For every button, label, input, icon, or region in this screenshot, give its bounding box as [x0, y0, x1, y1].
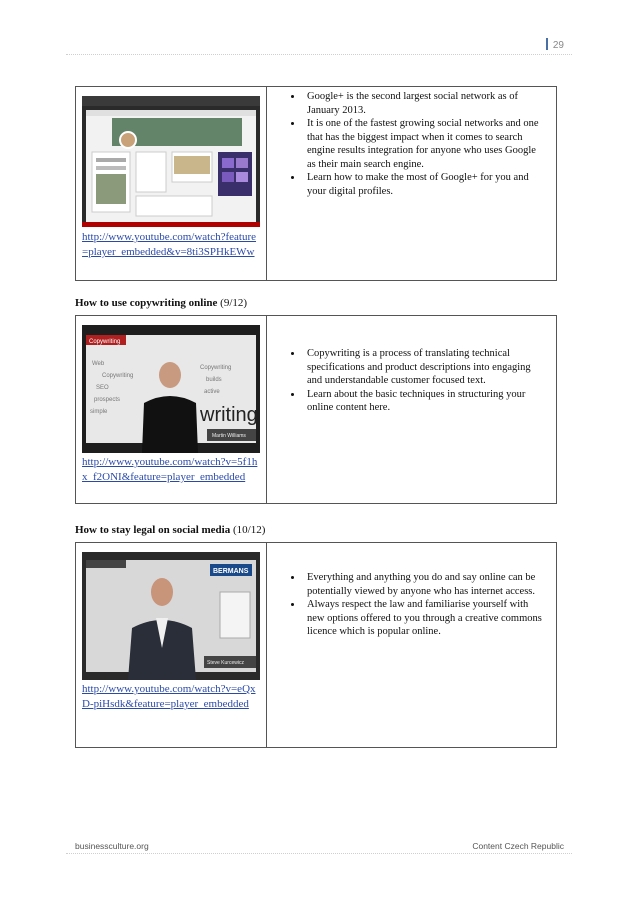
video-link[interactable]: http://www.youtube.com/watch?v=eQxD-piHsdk&feature=player_embedded — [82, 683, 256, 710]
svg-text:prospects: prospects — [94, 397, 121, 403]
bullet-cell — [267, 87, 556, 280]
page-number-bar — [546, 38, 548, 50]
header-rule — [66, 54, 572, 55]
svg-text:simple: simple — [90, 409, 108, 415]
bullet-item: • Everything and anything you do and say online can be potentially viewed by anyone who has internet access. — [303, 571, 546, 598]
thumbnail-word: writing — [200, 404, 258, 426]
footer-rule — [66, 853, 572, 854]
page-number — [546, 38, 564, 51]
video-row-copywriting — [75, 315, 557, 504]
section-title-text: How to use copywriting online — [75, 297, 218, 309]
video-cell — [76, 316, 267, 503]
section-title-copywriting — [75, 297, 247, 309]
bullet-item: • Copywriting is a process of translating technical specifications and product descriptions into engaging and understandable customer focused text. — [303, 347, 546, 388]
svg-text:builds: builds — [206, 377, 222, 383]
video-thumbnail[interactable] — [82, 552, 260, 680]
bullet-cell — [267, 543, 556, 747]
video-thumbnail[interactable] — [82, 325, 260, 453]
svg-text:Copywriting: Copywriting — [102, 373, 134, 379]
video-link[interactable]: http://www.youtube.com/watch?v=5f1hx_f2ONI&feature=player_embedded — [82, 456, 258, 483]
footer-title: Content Czech Republic — [472, 841, 564, 851]
video-cell — [76, 87, 267, 280]
svg-text:active: active — [204, 389, 220, 395]
svg-text:Web: Web — [92, 361, 105, 367]
bullet-item: • Always respect the law and familiarise yourself with new options offered to you through a creative commons licence which is popular online. — [303, 598, 546, 639]
thumbnail-caption: Copywriting — [89, 339, 121, 345]
video-row-legal — [75, 542, 557, 748]
page-number-text: 29 — [552, 40, 564, 51]
section-title-number: (10/12) — [232, 524, 266, 536]
bullet-list — [285, 347, 546, 415]
thumbnail-name-tag: Steve Kurcewicz — [207, 660, 244, 666]
bullet-list — [285, 571, 546, 639]
video-link[interactable]: http://www.youtube.com/watch?feature=player_embedded&v=8ti3SPHkEWw — [82, 231, 257, 258]
thumbnail-name-tag: Martin Williams — [212, 433, 246, 439]
bullet-cell — [267, 316, 556, 503]
video-thumbnail[interactable] — [82, 96, 260, 227]
bullet-list — [285, 90, 546, 198]
svg-text:SEO: SEO — [96, 385, 109, 391]
video-row-googleplus — [75, 86, 557, 281]
video-cell — [76, 543, 267, 747]
bullet-item: • Google+ is the second largest social network as of January 2013. — [303, 90, 546, 117]
bullet-item: • It is one of the fastest growing social networks and one that has the biggest impact when it comes to search engine results integration for anyone who uses Google as their main search engine. — [303, 117, 546, 171]
svg-text:Copywriting: Copywriting — [200, 365, 232, 371]
footer-site: businessculture.org — [75, 841, 149, 851]
bullet-item: • Learn about the basic techniques in structuring your online content here. — [303, 388, 546, 415]
bullet-item: • Learn how to make the most of Google+ for you and your digital profiles. — [303, 171, 546, 198]
section-title-legal — [75, 524, 265, 536]
section-title-text: How to stay legal on social media — [75, 524, 231, 536]
thumbnail-brand: BERMANS — [213, 568, 249, 575]
section-title-number: (9/12) — [220, 297, 248, 309]
